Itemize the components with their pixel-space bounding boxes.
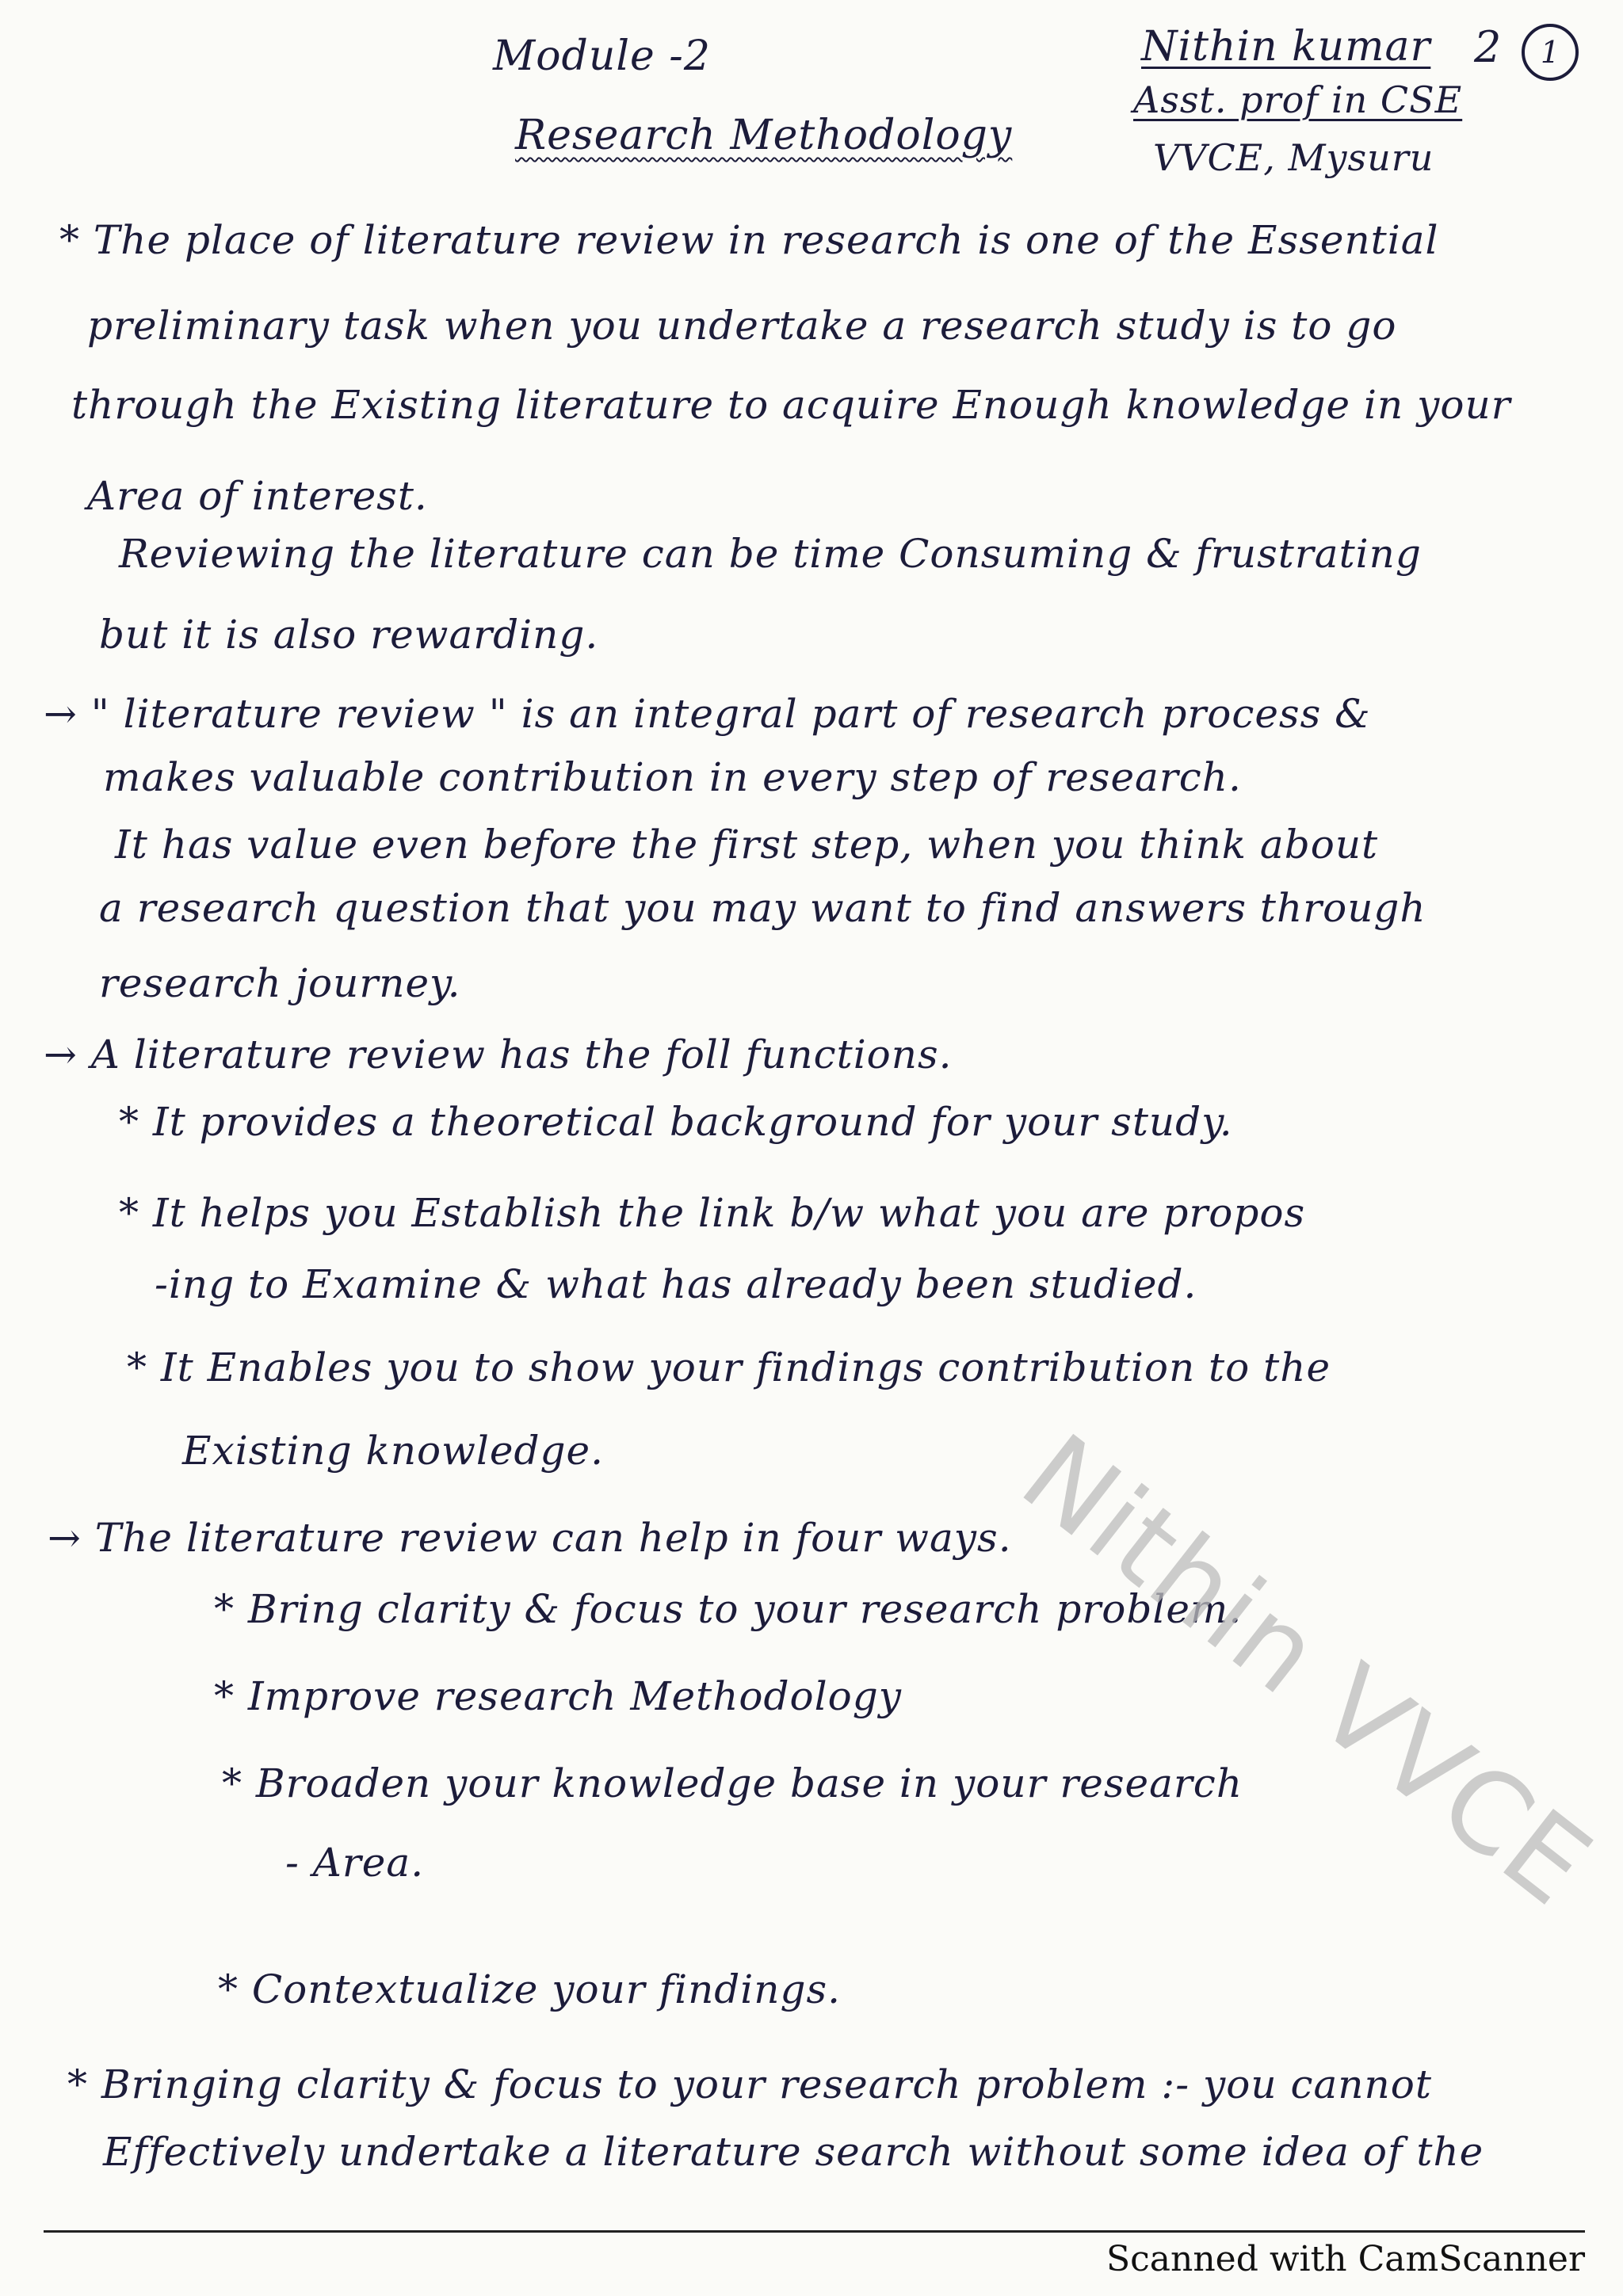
note-line: Area of interest. xyxy=(87,473,428,519)
scanner-footer: Scanned with CamScanner xyxy=(1106,2239,1585,2279)
note-line: Existing knowledge. xyxy=(182,1428,605,1474)
page-number-prefix: 2 xyxy=(1474,22,1502,72)
note-line: Reviewing the literature can be time Consuming & frustrating xyxy=(119,531,1422,577)
note-line: but it is also rewarding. xyxy=(99,612,599,658)
author-college: VVCE, Mysuru xyxy=(1153,136,1434,179)
note-line-underlined-heading: * Bringing clarity & focus to your research problem :- you cannot xyxy=(67,2061,1432,2107)
note-line: → " literature review " is an integral part of research process & xyxy=(44,691,1371,737)
note-line: -ing to Examine & what has already been studied. xyxy=(155,1261,1197,1307)
footer-divider xyxy=(44,2230,1585,2233)
note-line: * Broaden your knowledge base in your research xyxy=(222,1760,1243,1806)
note-line: → The literature review can help in four ways. xyxy=(48,1515,1012,1561)
note-line: research journey. xyxy=(99,960,461,1006)
note-line: through the Existing literature to acquire Enough knowledge in your xyxy=(71,382,1511,428)
note-line: * It Enables you to show your findings contribution to the xyxy=(127,1344,1331,1390)
note-line: Effectively undertake a literature search without some idea of the xyxy=(103,2129,1484,2175)
author-name: Nithin kumar xyxy=(1141,23,1431,71)
author-position: Asst. prof in CSE xyxy=(1133,78,1463,121)
note-line: * It helps you Establish the link b/w what you are propos xyxy=(119,1190,1306,1236)
note-line: * Contextualize your findings. xyxy=(218,1966,842,2012)
note-line: * The place of literature review in research is one of the Essential xyxy=(59,217,1439,263)
note-line: * Bring clarity & focus to your research problem. xyxy=(214,1586,1243,1632)
note-line: → A literature review has the foll functions. xyxy=(44,1032,953,1077)
subject-title: Research Methodology xyxy=(515,112,1013,159)
note-line: preliminary task when you undertake a research study is to go xyxy=(87,303,1397,349)
module-title: Module -2 xyxy=(493,32,711,80)
watermark: Nithin VVCE xyxy=(998,1410,1615,1932)
note-line: makes valuable contribution in every step of research. xyxy=(103,754,1242,800)
note-line: It has value even before the first step, when you think about xyxy=(115,822,1379,868)
page-number-circle: 1 xyxy=(1522,24,1579,81)
note-line: * It provides a theoretical background for your study. xyxy=(119,1099,1233,1145)
note-line: * Improve research Methodology xyxy=(214,1673,902,1719)
note-line: a research question that you may want to find answers through xyxy=(99,885,1426,931)
note-line: - Area. xyxy=(285,1840,425,1886)
